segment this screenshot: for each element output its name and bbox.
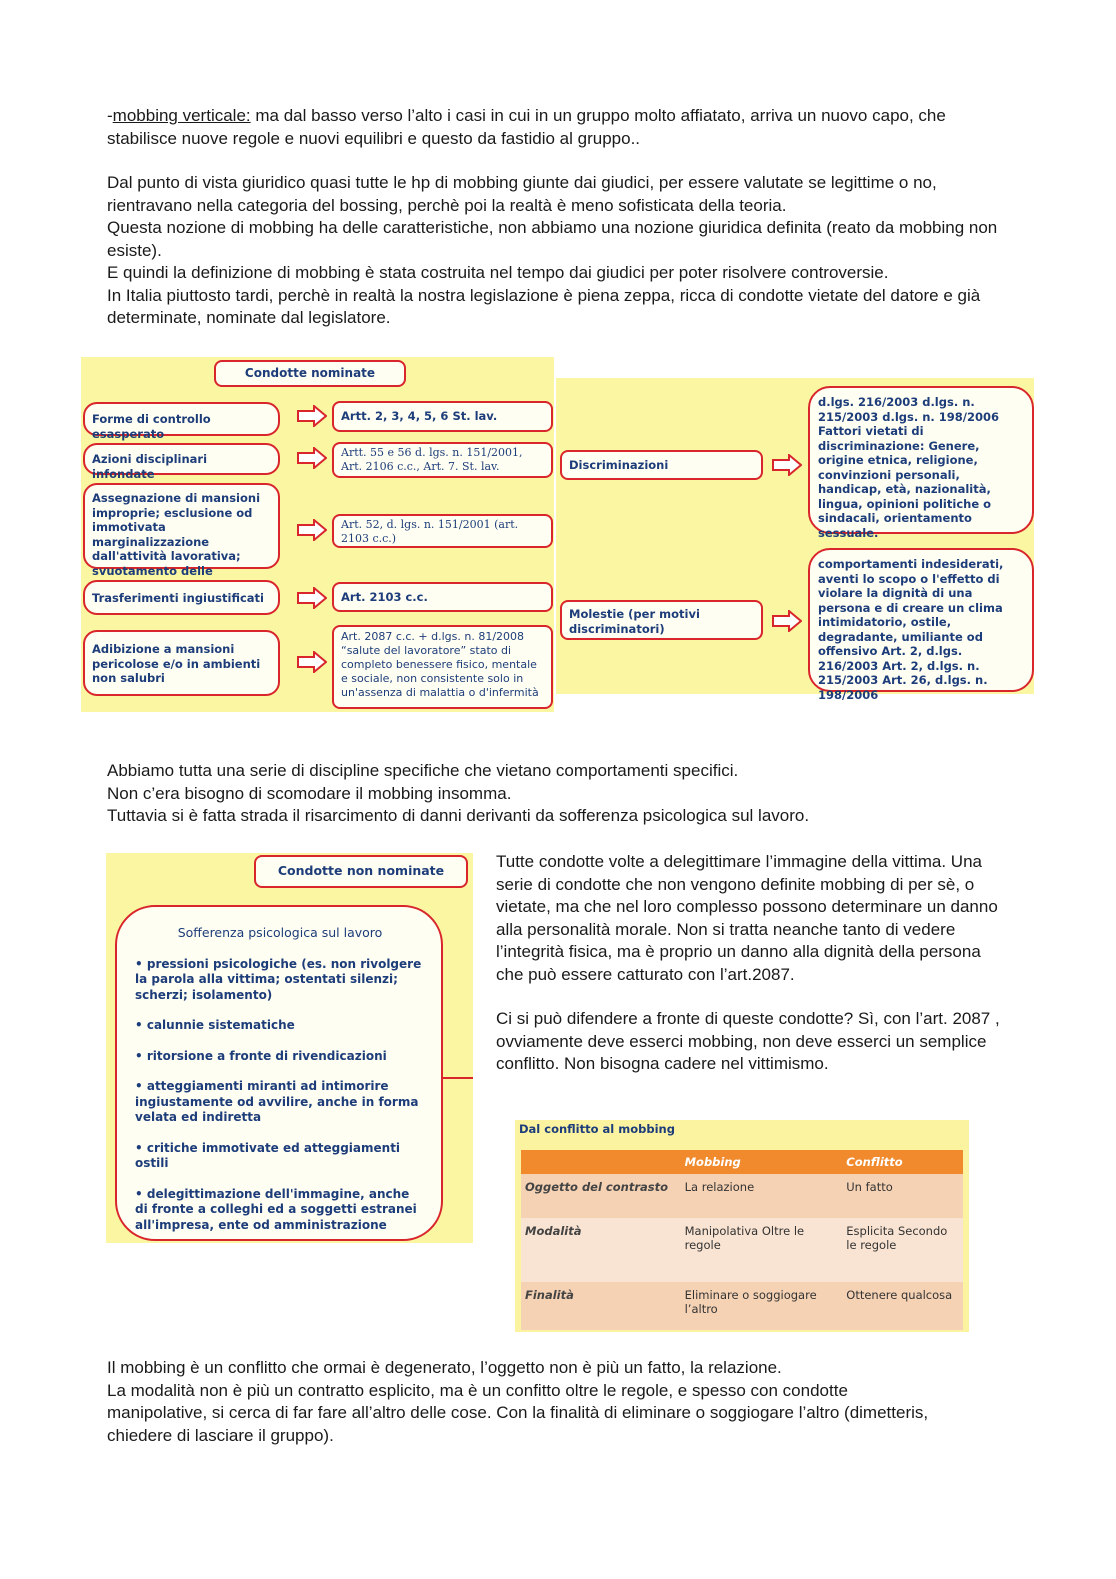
table-cell: Un fatto	[842, 1174, 963, 1218]
sofferenza-title: Sofferenza psicologica sul lavoro	[177, 925, 383, 940]
right-box-art-2103: Art. 2103 c.c.	[332, 582, 553, 612]
condotte-nominate-diagram	[81, 357, 554, 712]
intro-paragraph: -mobbing verticale: ma dal basso verso l’alto i casi in cui in un gruppo molto affiatato, arriva un nuovo capo, che stabilisce nuove regole e nuovi equilibri e questo da fastidio al gruppo..	[107, 106, 946, 148]
left-box-controllo: Forme di controllo esasperato	[83, 402, 280, 436]
table-row	[521, 1282, 963, 1330]
intro-term: mobbing verticale:	[112, 106, 251, 125]
table-header: Conflitto	[842, 1150, 963, 1174]
legal-line-4: In Italia piuttosto tardi, perchè in realtà la nostra legislazione è piena zeppa, ricca di condotte vietate del datore e già determinate, nominate dal legislatore.	[107, 285, 981, 327]
list-item: • calunnie sistematiche	[135, 1018, 295, 1032]
discipline-line-2: Non c’era bisogno di scomodare il mobbing insomma.	[107, 783, 512, 803]
list-item: • atteggiamenti miranti ad intimorire ingiustamente od avvilire, anche in forma velata ed indiretta	[135, 1079, 419, 1124]
right-box-dlgs-151: Artt. 55 e 56 d. lgs. n. 151/2001, Art. 2106 c.c., Art. 7. St. lav.	[332, 442, 553, 478]
legal-line-2: Questa nozione di mobbing ha delle caratteristiche, non abbiamo una nozione giuridica definita (reato da mobbing non esiste).	[107, 218, 998, 260]
conclusion-paragraph	[107, 1357, 947, 1447]
discipline-line-3: Tuttavia si è fatta strada il risarcimento di danni derivanti da sofferenza psicologica sul lavoro.	[107, 806, 810, 825]
table-cell: La relazione	[681, 1174, 843, 1218]
right-box-st-lav: Artt. 2, 3, 4, 5, 6 St. lav.	[332, 401, 553, 432]
right-text-p2: Ci si può difendere a fronte di queste condotte? Sì, con l’art. 2087 , ovviamente deve esserci mobbing, non deve esserci un semplice conflitto. Non bisogna cadere nel vittimismo.	[496, 1009, 1000, 1073]
list-item: • pressioni psicologiche (es. non rivolgere la parola alla vittima; ostentati silenzi; scherzi; isolamento)	[135, 956, 422, 1002]
condotte-nominate-title: Condotte nominate	[214, 360, 406, 387]
right-text-p1: Tutte condotte volte a delegittimare l’immagine della vittima. Una serie di condotte che non vengono definite mobbing di per sè, o vietate, ma che nel loro complesso possono determinare un danno alla personalità morale. Non si tratta neanche tanto di vedere l’integrità fisica, ma è proprio un danno alla dignità della persona che può essere catturato con l’art.2087.	[496, 852, 998, 984]
table-row	[521, 1174, 963, 1218]
legal-paragraph	[107, 172, 1007, 330]
arrow-icon	[297, 651, 327, 673]
right-column-text	[496, 851, 1006, 1076]
table-row	[521, 1218, 963, 1282]
legal-line-1: Dal punto di vista giuridico quasi tutte le hp di mobbing giunte dai giudici, per essere valutate se legittime o no, rientravano nella categoria del bossing, perchè poi la realtà è meno sofisticata della teoria.	[107, 173, 937, 215]
table-cell: Finalità	[521, 1282, 681, 1330]
molestie-label: Molestie (per motivi discriminatori)	[560, 600, 763, 640]
right-box-art-2087: Art. 2087 c.c. + d.lgs. n. 81/2008 “salute del lavoratore” stato di completo benessere fisico, mentale e sociale, non consistente solo in un'assenza di malattia o d'infermità	[332, 625, 553, 709]
discriminazioni-text: d.lgs. 216/2003 d.lgs. n. 215/2003 d.lgs. n. 198/2006 Fattori vietati di discriminazione: Genere, origine etnica, religione, convinzioni personali, handicap, età, nazionalità, lingua, opinioni politiche o sindacali, orientamento sessuale.	[808, 386, 1034, 534]
table-cell: Manipolativa Oltre le regole	[681, 1218, 843, 1282]
table-cell: Oggetto del contrasto	[521, 1174, 681, 1218]
arrow-icon	[772, 610, 802, 632]
condotte-non-nominate-title: Condotte non nominate	[254, 855, 468, 888]
conclusion-line-1: Il mobbing è un conflitto che ormai è degenerato, l’oggetto non è più un fatto, la relazione.	[107, 1358, 782, 1377]
list-item: • ritorsione a fronte di rivendicazioni	[135, 1048, 387, 1063]
sofferenza-box	[115, 905, 443, 1241]
discriminazioni-diagram	[556, 378, 1034, 702]
table-title: Dal conflitto al mobbing	[519, 1122, 675, 1136]
left-box-trasferimenti: Trasferimenti ingiustificati	[83, 580, 280, 615]
conclusion-line-2: La modalità non è più un contratto esplicito, ma è un confitto oltre le regole, e spesso con condotte manipolative, si cerca di far fare all’altro delle cose. Con la finalità di eliminare o soggiogare l’altro (dimetteris, chiedere di lasciare il gruppo).	[107, 1380, 929, 1445]
table-cell: Modalità	[521, 1218, 681, 1282]
right-box-art-52: Art. 52, d. lgs. n. 151/2001 (art. 2103 c.c.)	[332, 514, 553, 548]
left-box-pericolose: Adibizione a mansioni pericolose e/o in ambienti non salubri	[83, 630, 280, 696]
conflitto-mobbing-table	[521, 1150, 963, 1330]
table-header: Mobbing	[681, 1150, 843, 1174]
sofferenza-list	[135, 957, 425, 1234]
list-item: • delegittimazione dell'immagine, anche di fronte a colleghi ed a soggetti estranei all'impresa, ente od amministrazione	[135, 1186, 417, 1232]
intro-text: ma dal basso verso l’alto i casi in cui in un gruppo molto affiatato, arriva un nuovo capo, che stabilisce nuove regole e nuovi equilibri e questo da fastidio al gruppo..	[107, 106, 946, 148]
list-item: • critiche immotivate ed atteggiamenti ostili	[135, 1140, 401, 1170]
discipline-paragraph	[107, 760, 1007, 828]
table-header	[521, 1150, 681, 1174]
discriminazioni-label: Discriminazioni	[560, 450, 763, 480]
condotte-non-nominate-diagram	[106, 853, 473, 1243]
left-box-disciplinari: Azioni disciplinari infondate	[83, 443, 280, 475]
molestie-text: comportamenti indesiderati, aventi lo scopo o l'effetto di violare la dignità di una persona e di creare un clima intimidatorio, ostile, degradante, umiliante od offensivo Art. 2, d.lgs. 216/2003 Art. 2, d.lgs. n. 215/2003 Art. 26, d.lgs. n. 198/2006	[808, 548, 1034, 692]
arrow-icon	[297, 405, 327, 427]
discipline-line-1: Abbiamo tutta una serie di discipline specifiche che vietano comportamenti specifici.	[107, 761, 739, 780]
left-box-mansioni: Assegnazione di mansioni improprie; esclusione od immotivata marginalizzazione dall'attività lavorativa; svuotamento delle	[83, 483, 280, 569]
table-header-row	[521, 1150, 963, 1174]
table-cell: Esplicita Secondo le regole	[842, 1218, 963, 1282]
arrow-icon	[772, 454, 802, 476]
arrow-icon	[297, 587, 327, 609]
arrow-icon	[297, 519, 327, 541]
arrow-icon	[297, 447, 327, 469]
legal-line-3: E quindi la definizione di mobbing è stata costruita nel tempo dai giudici per poter risolvere controversie.	[107, 263, 889, 282]
table-cell: Ottenere qualcosa	[842, 1282, 963, 1330]
connector-line	[441, 1077, 473, 1079]
table-cell: Eliminare o soggiogare l’altro	[681, 1282, 843, 1330]
conflitto-mobbing-table-panel	[515, 1120, 969, 1332]
